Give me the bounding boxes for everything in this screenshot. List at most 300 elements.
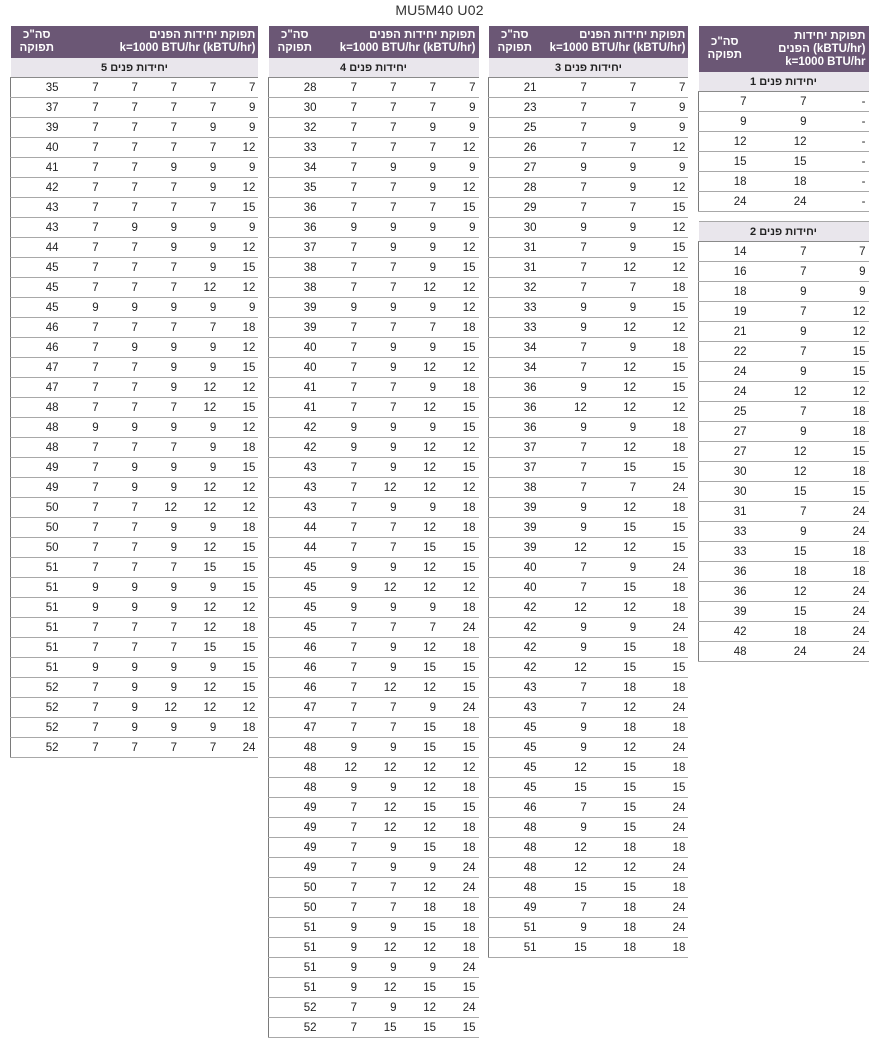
unit-capacity-cell: 9 (102, 338, 141, 358)
unit-capacity-cell: 7 (141, 78, 180, 98)
total-capacity-cell: 46 (269, 658, 321, 678)
table-row (699, 362, 869, 382)
unit-capacity-cell: 12 (590, 858, 639, 878)
unit-capacity-cell: 9 (590, 558, 639, 578)
unit-capacity-cell: 24 (639, 738, 688, 758)
unit-capacity-cell: 12 (219, 338, 258, 358)
total-capacity-cell: 41 (269, 378, 321, 398)
unit-capacity-cell: - (810, 132, 869, 152)
table-row (699, 382, 869, 402)
total-capacity-cell: 49 (489, 898, 541, 918)
section-label: 2 יחידות פנים (699, 222, 869, 242)
table-row (489, 418, 689, 438)
unit-capacity-cell: 9 (360, 418, 400, 438)
unit-capacity-cell: 7 (541, 338, 590, 358)
unit-capacity-cell: 18 (219, 318, 258, 338)
unit-capacity-cell: 9 (360, 658, 400, 678)
unit-capacity-cell: 9 (541, 298, 590, 318)
unit-capacity-cell: 7 (180, 78, 219, 98)
unit-capacity-cell: 7 (321, 658, 361, 678)
section-header (699, 222, 869, 242)
unit-capacity-cell: 15 (219, 258, 258, 278)
table-row (699, 642, 869, 662)
table-row (489, 538, 689, 558)
total-capacity-cell: 51 (489, 938, 541, 958)
table-row (269, 978, 479, 998)
total-capacity-cell: 49 (269, 818, 321, 838)
unit-capacity-cell: 12 (590, 258, 639, 278)
table-row (11, 118, 259, 138)
header-capacity: תפוקת יחידות הפנים k=1000 BTU/hr (kBTU/hr) (63, 26, 259, 58)
table-row (489, 138, 689, 158)
table-row (269, 78, 479, 98)
unit-capacity-cell: 9 (102, 578, 141, 598)
total-capacity-cell: 28 (489, 178, 541, 198)
unit-capacity-cell: 18 (439, 918, 479, 938)
table-row (269, 518, 479, 538)
unit-capacity-cell: 7 (63, 98, 102, 118)
total-capacity-cell: 36 (489, 398, 541, 418)
unit-capacity-cell: 9 (400, 238, 440, 258)
unit-capacity-cell: 9 (541, 158, 590, 178)
unit-capacity-cell: 7 (541, 798, 590, 818)
unit-capacity-cell: 7 (321, 798, 361, 818)
unit-capacity-cell: 18 (439, 318, 479, 338)
table-row (269, 378, 479, 398)
unit-capacity-cell: 9 (180, 298, 219, 318)
total-capacity-cell: 38 (269, 278, 321, 298)
unit-capacity-cell: 18 (639, 678, 688, 698)
unit-capacity-cell: 15 (810, 342, 869, 362)
unit-capacity-cell: 9 (360, 998, 400, 1018)
section-label: 3 יחידות פנים (489, 58, 689, 78)
unit-capacity-cell: 12 (360, 798, 400, 818)
unit-capacity-cell: 9 (360, 738, 400, 758)
total-capacity-cell: 36 (489, 418, 541, 438)
unit-capacity-cell: 15 (439, 398, 479, 418)
unit-capacity-cell: 7 (102, 498, 141, 518)
unit-capacity-cell: 7 (102, 378, 141, 398)
unit-capacity-cell: 7 (63, 718, 102, 738)
unit-capacity-cell: 15 (590, 758, 639, 778)
unit-capacity-cell: 24 (751, 192, 810, 212)
unit-capacity-cell: 9 (360, 438, 400, 458)
total-capacity-cell: 41 (269, 398, 321, 418)
unit-capacity-cell: 18 (439, 638, 479, 658)
total-capacity-cell: 21 (489, 78, 541, 98)
unit-capacity-cell: 9 (141, 238, 180, 258)
unit-capacity-cell: 7 (321, 718, 361, 738)
unit-capacity-cell: 12 (400, 938, 440, 958)
total-capacity-cell: 43 (489, 678, 541, 698)
unit-capacity-cell: 12 (590, 598, 639, 618)
unit-capacity-cell: 7 (141, 118, 180, 138)
total-capacity-cell: 33 (699, 542, 751, 562)
table-row (489, 838, 689, 858)
unit-capacity-cell: 9 (180, 718, 219, 738)
total-capacity-cell: 46 (11, 318, 63, 338)
unit-capacity-cell: 9 (400, 118, 440, 138)
unit-capacity-cell: 9 (180, 438, 219, 458)
unit-capacity-cell: 18 (639, 878, 688, 898)
unit-capacity-cell: 24 (639, 918, 688, 938)
unit-capacity-cell: 12 (180, 278, 219, 298)
unit-capacity-cell: 18 (810, 422, 869, 442)
unit-capacity-cell: 18 (751, 622, 810, 642)
total-capacity-cell: 39 (269, 318, 321, 338)
unit-capacity-cell: 9 (439, 218, 479, 238)
unit-capacity-cell: 9 (180, 518, 219, 538)
table-row (269, 718, 479, 738)
unit-capacity-cell: 18 (590, 838, 639, 858)
unit-capacity-cell: 15 (400, 718, 440, 738)
unit-capacity-cell: 12 (180, 378, 219, 398)
unit-capacity-cell: 9 (180, 358, 219, 378)
unit-capacity-cell: 18 (590, 678, 639, 698)
unit-capacity-cell: 9 (141, 218, 180, 238)
table-row (489, 478, 689, 498)
unit-capacity-cell: - (810, 172, 869, 192)
table-row (489, 798, 689, 818)
tbody-5 (11, 58, 259, 758)
unit-capacity-cell: 7 (63, 638, 102, 658)
table-row (269, 778, 479, 798)
unit-capacity-cell: 18 (810, 562, 869, 582)
table-row (269, 498, 479, 518)
unit-capacity-cell: 7 (63, 618, 102, 638)
unit-capacity-cell: 7 (63, 438, 102, 458)
unit-capacity-cell: 12 (219, 598, 258, 618)
table-row (489, 758, 689, 778)
unit-capacity-cell: 15 (219, 458, 258, 478)
unit-capacity-cell: 7 (321, 538, 361, 558)
table-row (489, 878, 689, 898)
unit-capacity-cell: 12 (439, 438, 479, 458)
unit-capacity-cell: 24 (810, 622, 869, 642)
unit-capacity-cell: 15 (439, 738, 479, 758)
unit-capacity-cell: 15 (439, 978, 479, 998)
unit-capacity-cell: - (810, 92, 869, 112)
unit-capacity-cell: 7 (180, 738, 219, 758)
unit-capacity-cell: 7 (63, 378, 102, 398)
table-row (11, 698, 259, 718)
total-capacity-cell: 51 (489, 918, 541, 938)
total-capacity-cell: 48 (269, 738, 321, 758)
unit-capacity-cell: 12 (360, 578, 400, 598)
unit-capacity-cell: 7 (751, 502, 810, 522)
total-capacity-cell: 9 (699, 112, 751, 132)
unit-capacity-cell: 9 (141, 538, 180, 558)
unit-capacity-cell: 12 (639, 138, 688, 158)
unit-capacity-cell: 7 (360, 718, 400, 738)
table-row (699, 262, 869, 282)
total-capacity-cell: 45 (489, 738, 541, 758)
unit-capacity-cell: 7 (360, 878, 400, 898)
unit-capacity-cell: 7 (321, 638, 361, 658)
unit-capacity-cell: 12 (400, 358, 440, 378)
section-gap (699, 212, 869, 221)
unit-capacity-cell: 7 (102, 118, 141, 138)
unit-capacity-cell: 15 (219, 198, 258, 218)
total-capacity-cell: 32 (269, 118, 321, 138)
unit-capacity-cell: 9 (751, 322, 810, 342)
total-capacity-cell: 33 (699, 522, 751, 542)
unit-capacity-cell: 15 (639, 378, 688, 398)
table-row (269, 558, 479, 578)
unit-capacity-cell: 9 (219, 98, 258, 118)
unit-capacity-cell: 7 (360, 698, 400, 718)
unit-capacity-cell: 15 (751, 152, 810, 172)
total-capacity-cell: 48 (11, 418, 63, 438)
table-row (699, 92, 869, 112)
unit-capacity-cell: 15 (751, 482, 810, 502)
unit-capacity-cell: 9 (590, 338, 639, 358)
total-capacity-cell: 30 (269, 98, 321, 118)
unit-capacity-cell: 9 (102, 298, 141, 318)
unit-capacity-cell: 7 (141, 258, 180, 278)
unit-capacity-cell: 9 (102, 658, 141, 678)
table-row (269, 598, 479, 618)
unit-capacity-cell: 15 (400, 538, 440, 558)
unit-capacity-cell: 7 (321, 118, 361, 138)
unit-capacity-cell: 7 (63, 258, 102, 278)
total-capacity-cell: 26 (489, 138, 541, 158)
unit-capacity-cell: 9 (321, 978, 361, 998)
unit-capacity-cell: 7 (102, 638, 141, 658)
unit-capacity-cell: 12 (639, 178, 688, 198)
total-capacity-cell: 43 (489, 698, 541, 718)
unit-capacity-cell: 15 (810, 442, 869, 462)
unit-capacity-cell: 24 (439, 878, 479, 898)
total-capacity-cell: 38 (269, 258, 321, 278)
unit-capacity-cell: 7 (102, 178, 141, 198)
table-row (699, 522, 869, 542)
total-capacity-cell: 42 (489, 598, 541, 618)
unit-capacity-cell: 9 (360, 838, 400, 858)
table-row (11, 378, 259, 398)
unit-capacity-cell: 9 (360, 458, 400, 478)
tbody-4 (269, 58, 479, 1038)
total-capacity-cell: 31 (489, 258, 541, 278)
unit-capacity-cell: 15 (590, 778, 639, 798)
unit-capacity-cell: 9 (400, 418, 440, 438)
total-capacity-cell: 44 (269, 518, 321, 538)
unit-capacity-cell: 9 (360, 858, 400, 878)
total-capacity-cell: 52 (269, 1018, 321, 1038)
total-capacity-cell: 31 (489, 238, 541, 258)
unit-capacity-cell: 9 (180, 578, 219, 598)
total-capacity-cell: 37 (11, 98, 63, 118)
total-capacity-cell: 45 (269, 598, 321, 618)
unit-capacity-cell: 9 (141, 658, 180, 678)
unit-capacity-cell: 12 (360, 978, 400, 998)
unit-capacity-cell: 12 (541, 838, 590, 858)
unit-capacity-cell: 12 (219, 278, 258, 298)
total-capacity-cell: 45 (11, 298, 63, 318)
unit-capacity-cell: 18 (590, 898, 639, 918)
total-capacity-cell: 52 (11, 738, 63, 758)
total-capacity-cell: 39 (11, 118, 63, 138)
table-row (269, 618, 479, 638)
total-capacity-cell: 52 (11, 698, 63, 718)
table-row (11, 458, 259, 478)
unit-capacity-cell: 9 (141, 478, 180, 498)
unit-capacity-cell: 15 (639, 198, 688, 218)
unit-capacity-cell: 9 (360, 638, 400, 658)
table-row (269, 438, 479, 458)
table-row (489, 738, 689, 758)
unit-capacity-cell: 15 (590, 798, 639, 818)
unit-capacity-cell: 7 (360, 138, 400, 158)
unit-capacity-cell: 7 (360, 398, 400, 418)
table-row (11, 618, 259, 638)
unit-capacity-cell: 12 (400, 558, 440, 578)
unit-capacity-cell: 12 (590, 378, 639, 398)
unit-capacity-cell: 9 (400, 338, 440, 358)
unit-capacity-cell: 18 (219, 518, 258, 538)
unit-capacity-cell: 9 (751, 112, 810, 132)
unit-capacity-cell: 7 (219, 78, 258, 98)
unit-capacity-cell: 7 (590, 278, 639, 298)
total-capacity-cell: 42 (489, 658, 541, 678)
total-capacity-cell: 23 (489, 98, 541, 118)
total-capacity-cell: 48 (269, 758, 321, 778)
unit-capacity-cell: 12 (590, 698, 639, 718)
table-row (699, 462, 869, 482)
table-row (11, 678, 259, 698)
unit-capacity-cell: 12 (810, 382, 869, 402)
total-capacity-cell: 15 (699, 152, 751, 172)
table-row (11, 238, 259, 258)
table-row (269, 738, 479, 758)
table-row (269, 178, 479, 198)
total-capacity-cell: 47 (269, 718, 321, 738)
table-row (699, 192, 869, 212)
unit-capacity-cell: 9 (141, 458, 180, 478)
unit-capacity-cell: 7 (541, 118, 590, 138)
total-capacity-cell: 33 (489, 298, 541, 318)
table-row (489, 118, 689, 138)
table-row (269, 958, 479, 978)
table-row (699, 582, 869, 602)
unit-capacity-cell: 24 (439, 618, 479, 638)
unit-capacity-cell: 15 (439, 658, 479, 678)
unit-capacity-cell: 7 (63, 358, 102, 378)
unit-capacity-cell: 9 (102, 218, 141, 238)
unit-capacity-cell: 12 (219, 418, 258, 438)
table-row (489, 718, 689, 738)
total-capacity-cell: 43 (11, 198, 63, 218)
unit-capacity-cell: 9 (751, 282, 810, 302)
table-row (11, 78, 259, 98)
unit-capacity-cell: 9 (360, 498, 400, 518)
unit-capacity-cell: 7 (541, 238, 590, 258)
table-row (489, 858, 689, 878)
unit-capacity-cell: 7 (590, 478, 639, 498)
unit-capacity-cell: 9 (439, 118, 479, 138)
total-capacity-cell: 34 (269, 158, 321, 178)
unit-capacity-cell: 7 (63, 278, 102, 298)
table-row (699, 242, 869, 262)
total-capacity-cell: 41 (11, 158, 63, 178)
table-row (699, 342, 869, 362)
unit-capacity-cell: 7 (102, 78, 141, 98)
unit-capacity-cell: 7 (141, 438, 180, 458)
unit-capacity-cell: 9 (219, 118, 258, 138)
unit-capacity-cell: 9 (63, 298, 102, 318)
total-capacity-cell: 46 (11, 338, 63, 358)
unit-capacity-cell: 7 (321, 458, 361, 478)
tbody-2 (699, 212, 869, 662)
table-row (269, 358, 479, 378)
table-row (269, 218, 479, 238)
unit-capacity-cell: 9 (590, 118, 639, 138)
unit-capacity-cell: 12 (590, 318, 639, 338)
unit-capacity-cell: 7 (360, 278, 400, 298)
unit-capacity-cell: 9 (321, 778, 361, 798)
total-capacity-cell: 25 (699, 402, 751, 422)
unit-capacity-cell: 12 (180, 478, 219, 498)
unit-capacity-cell: 7 (751, 342, 810, 362)
unit-capacity-cell: 24 (639, 898, 688, 918)
table-row (489, 98, 689, 118)
unit-capacity-cell: 12 (639, 258, 688, 278)
table-row (489, 598, 689, 618)
unit-capacity-cell: 15 (219, 638, 258, 658)
unit-capacity-cell: 18 (439, 898, 479, 918)
unit-capacity-cell: 7 (321, 498, 361, 518)
table-row (269, 998, 479, 1018)
table-row (489, 338, 689, 358)
table-row (489, 818, 689, 838)
unit-capacity-cell: 7 (102, 138, 141, 158)
section-label: 5 יחידות פנים (11, 58, 259, 78)
unit-capacity-cell: 24 (219, 738, 258, 758)
table-row (269, 98, 479, 118)
total-capacity-cell: 29 (489, 198, 541, 218)
total-capacity-cell: 49 (11, 478, 63, 498)
total-capacity-cell: 42 (699, 622, 751, 642)
total-capacity-cell: 36 (489, 378, 541, 398)
unit-capacity-cell: 9 (400, 498, 440, 518)
unit-capacity-cell: 15 (439, 418, 479, 438)
total-capacity-cell: 43 (269, 458, 321, 478)
unit-capacity-cell: 9 (141, 418, 180, 438)
unit-capacity-cell: 18 (439, 818, 479, 838)
unit-capacity-cell: 7 (63, 678, 102, 698)
total-capacity-cell: 43 (11, 218, 63, 238)
unit-capacity-cell: 7 (541, 178, 590, 198)
unit-capacity-cell: 12 (180, 618, 219, 638)
unit-capacity-cell: 18 (439, 778, 479, 798)
unit-capacity-cell: 15 (590, 818, 639, 838)
unit-capacity-cell: 24 (639, 798, 688, 818)
unit-capacity-cell: 15 (219, 578, 258, 598)
unit-capacity-cell: 9 (810, 262, 869, 282)
unit-capacity-cell: - (810, 152, 869, 172)
total-capacity-cell: 37 (489, 458, 541, 478)
unit-capacity-cell: 15 (180, 558, 219, 578)
unit-capacity-cell: 7 (141, 558, 180, 578)
unit-capacity-cell: 9 (400, 158, 440, 178)
unit-capacity-cell: 24 (639, 478, 688, 498)
unit-capacity-cell: 7 (102, 358, 141, 378)
unit-capacity-cell: 9 (541, 738, 590, 758)
total-capacity-cell: 14 (699, 242, 751, 262)
unit-capacity-cell: 12 (180, 538, 219, 558)
table-row (269, 918, 479, 938)
total-capacity-cell: 45 (489, 718, 541, 738)
